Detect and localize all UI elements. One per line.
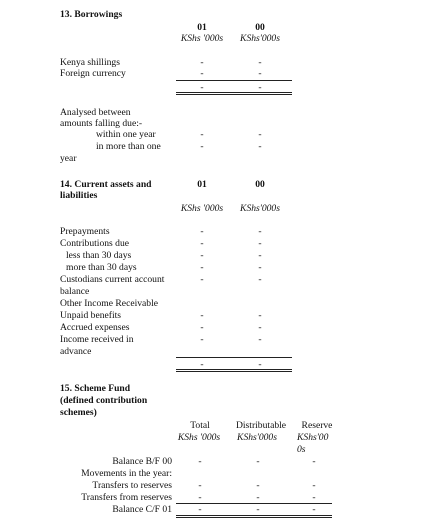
s13-col-2000-header: 00 — [255, 22, 265, 33]
s14-total-value: - — [258, 359, 262, 370]
s14-row-label: Custodians current account — [60, 274, 165, 285]
s13-double-rule — [176, 92, 292, 93]
s14-row-label: Accrued expenses — [60, 322, 130, 333]
s15-row-label: Balance C/F 01 — [112, 504, 172, 515]
s15-row-label: Transfers to reserves — [92, 480, 172, 491]
s13-row-value: - — [200, 68, 204, 79]
s13-more-label-cont: year — [60, 153, 77, 164]
s15-col-reserve-header: Reserve — [301, 420, 333, 431]
s14-row-value: - — [258, 262, 262, 273]
section-15-title: schemes) — [60, 407, 97, 418]
s15-row-value: - — [198, 492, 202, 503]
s13-within-value: - — [258, 129, 262, 140]
s14-row-label: Prepayments — [60, 226, 110, 237]
s15-row-value: - — [256, 504, 260, 515]
s13-more-value: - — [200, 141, 204, 152]
s14-row-label: Unpaid benefits — [60, 310, 122, 321]
s13-double-rule — [176, 94, 292, 95]
s14-row-value: - — [200, 226, 204, 237]
s13-more-value: - — [258, 141, 262, 152]
s14-row-value: - — [200, 274, 204, 285]
s15-row-label: Transfers from reserves — [81, 492, 172, 503]
s14-col-2001-unit: KShs '000s — [180, 203, 224, 214]
s13-row-value: - — [258, 57, 262, 68]
s14-row-value: - — [200, 310, 204, 321]
s15-row-value: - — [256, 456, 260, 467]
s14-row-value: - — [258, 334, 262, 345]
s15-row-value: - — [312, 504, 316, 515]
s14-row-value: - — [258, 250, 262, 261]
section-15-title: 15. Scheme Fund — [60, 383, 131, 394]
s14-double-rule — [176, 371, 292, 372]
s13-analysed-label: amounts falling due:- — [60, 118, 143, 129]
s15-row-value: - — [312, 492, 316, 503]
section-14-title: 14. Current assets and — [60, 179, 152, 190]
section-14-title: liabilities — [60, 190, 98, 201]
s14-row-value: - — [258, 274, 262, 285]
s14-row-value: - — [200, 238, 204, 249]
s13-total-value: - — [258, 82, 262, 93]
s13-row-label: Kenya shillings — [60, 57, 120, 68]
s15-col-distributable-header: Distributable — [235, 420, 287, 431]
s15-row-label: Movements in the year: — [81, 468, 172, 479]
s14-row-value: - — [200, 250, 204, 261]
s14-total-rule — [176, 357, 292, 358]
s15-col-reserve-unit: 0s — [297, 444, 306, 455]
s15-row-value: - — [198, 480, 202, 491]
s13-row-value: - — [258, 68, 262, 79]
s15-col-distributable-unit: KShs'000s — [237, 432, 277, 443]
s13-col-2001-header: 01 — [197, 22, 207, 33]
s14-col-2001-header: 01 — [197, 179, 207, 190]
s13-row-label: Foreign currency — [60, 68, 126, 79]
s13-row-value: - — [200, 57, 204, 68]
s14-row-label: advance — [60, 346, 92, 357]
s13-col-2001-unit: KShs '000s — [180, 33, 224, 44]
s14-row-value: - — [200, 334, 204, 345]
s15-row-value: - — [256, 480, 260, 491]
s15-double-rule — [176, 515, 332, 516]
s14-col-2000-header: 00 — [255, 179, 265, 190]
s13-within-label: within one year — [96, 129, 156, 140]
s13-total-value: - — [200, 82, 204, 93]
s14-row-value: - — [258, 226, 262, 237]
section-15-title: (defined contribution — [60, 395, 148, 406]
s14-row-label: balance — [60, 286, 90, 297]
s15-double-rule — [176, 517, 332, 518]
s15-row-value: - — [256, 492, 260, 503]
s14-row-value: - — [258, 322, 262, 333]
s13-total-rule — [176, 80, 292, 81]
s14-row-value: - — [258, 238, 262, 249]
s15-row-value: - — [198, 504, 202, 515]
s14-row-label: Other Income Receivable — [60, 298, 159, 309]
s15-col-total-header: Total — [190, 420, 210, 431]
s14-total-value: - — [200, 359, 204, 370]
section-13-title: 13. Borrowings — [60, 9, 123, 20]
s15-row-value: - — [198, 456, 202, 467]
s15-row-value: - — [312, 456, 316, 467]
s15-col-total-unit: KShs '000s — [177, 432, 221, 443]
s14-col-2000-unit: KShs'000s — [240, 203, 280, 214]
s14-row-value: - — [258, 310, 262, 321]
s14-row-label: less than 30 days — [66, 250, 132, 261]
s13-col-2000-unit: KShs'000s — [240, 33, 280, 44]
s14-row-value: - — [200, 262, 204, 273]
s14-row-label: Contributions due — [60, 238, 130, 249]
s13-more-label: in more than one — [96, 141, 161, 152]
s14-row-label: more than 30 days — [66, 262, 137, 273]
s14-double-rule — [176, 369, 292, 370]
s15-row-value: - — [312, 480, 316, 491]
s14-row-label: Income received in — [60, 334, 134, 345]
s13-analysed-label: Analysed between — [60, 107, 131, 118]
s15-col-reserve-unit: KShs'00 — [297, 432, 329, 443]
s13-within-value: - — [200, 129, 204, 140]
s14-row-value: - — [200, 322, 204, 333]
s15-row-label: Balance B/F 00 — [112, 456, 172, 467]
